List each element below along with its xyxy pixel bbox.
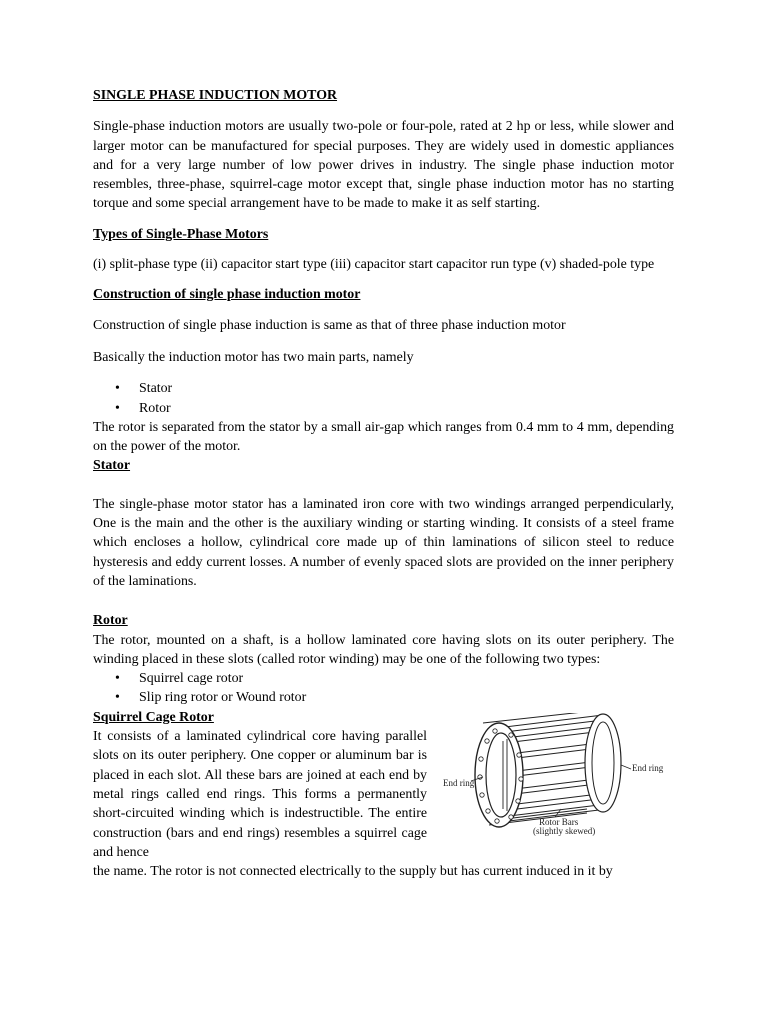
squirrel-cage-paragraph: It consists of a laminated cylindrical core having parallel slots on its outer periphery. One copper or aluminum bar is placed in each slot. All these bars are joined at each end by metal rings called end rings. This forms a permanently short-circuited winding which is indestructible. The entire construction (bars and end rings) resembles a squirrel cage and hence: [93, 729, 427, 860]
airgap-paragraph: The rotor is separated from the stator by a small air-gap which ranges from 0.4 mm to 4 mm, depending on the power of the motor.: [93, 419, 674, 455]
rotor-diagram: [443, 713, 671, 837]
parts-list: [93, 379, 674, 418]
squirrel-cage-rotor-figure: [443, 713, 671, 837]
types-heading: Types of Single-Phase Motors: [93, 226, 269, 242]
list-item: • Stator: [93, 379, 674, 398]
rotor-paragraph: The rotor, mounted on a shaft, is a hollow laminated core having slots on its outer periphery. The winding placed in these slots (called rotor winding) may be one of the following two types:: [93, 632, 674, 667]
page-title: SINGLE PHASE INDUCTION MOTOR: [93, 88, 338, 103]
rotor-bars-label: Rotor Bars: [539, 817, 579, 828]
list-item: • Squirrel cage rotor: [93, 669, 674, 688]
intro-paragraph: Single-phase induction motors are usually two-pole or four-pole, rated at 2 hp or less, while slower and larger motor can be manufactured for special purposes. They are widely used in domestic appliances and for a very large number of low power drives in industry. The single phase induction motor resembles, three-phase, squirrel-cage motor except that, single phase induction motor has no starting torque and some special arrangement have to be made to make it as self starting.: [93, 119, 674, 212]
parts-intro: Basically the induction motor has two main parts, namely: [93, 349, 414, 365]
stator-heading: Stator: [93, 458, 131, 474]
squirrel-cage-heading: Squirrel Cage Rotor: [93, 709, 214, 725]
squirrel-cage-section: [93, 727, 674, 862]
rotor-bars-note: (slightly skewed): [533, 826, 596, 837]
end-ring-right-label: End ring: [632, 763, 664, 774]
rotor-heading: Rotor: [93, 613, 128, 629]
construction-paragraph: Construction of single phase induction is same as that of three phase induction motor: [93, 317, 566, 333]
list-item: • Slip ring rotor or Wound rotor: [93, 688, 674, 707]
construction-heading: Construction of single phase induction motor: [93, 287, 361, 303]
squirrel-cage-tail: the name. The rotor is not connected electrically to the supply but has current induced in it by: [93, 864, 613, 880]
rotor-types-list: [93, 669, 674, 708]
list-item: • Rotor: [93, 399, 674, 418]
document-page: [93, 86, 674, 881]
stator-paragraph: The single-phase motor stator has a laminated iron core with two windings arranged perpendicularly, One is the main and the other is the auxiliary winding or starting winding. It consists of a steel frame which encloses a hollow, cylindrical core made up of thin laminations of silicon steel to reduce hysteresis and eddy current losses. A number of evenly spaced slots are provided on the inner periphery of the laminations.: [93, 496, 674, 589]
end-ring-left-label: End ring: [443, 778, 475, 789]
types-paragraph: (i) split-phase type (ii) capacitor start type (iii) capacitor start capacitor run type (v) shaded-pole type: [93, 257, 655, 273]
